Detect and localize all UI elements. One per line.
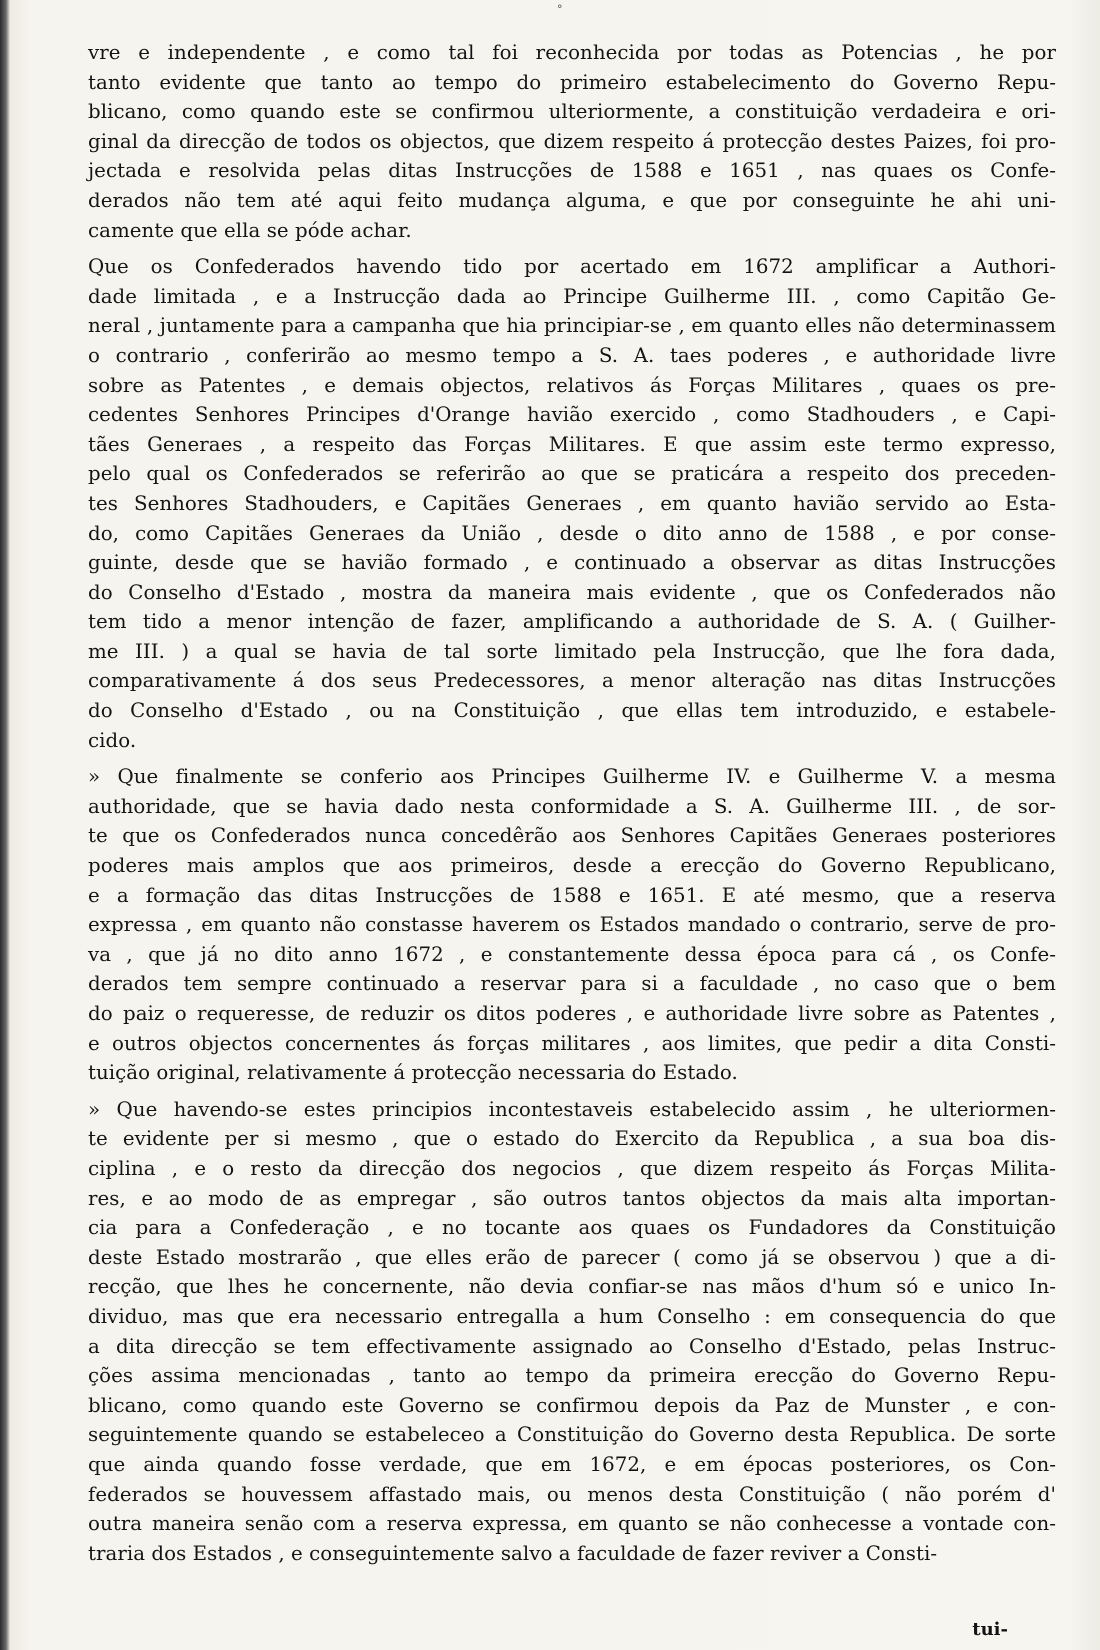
text-line: e outros objectos concernentes ás forças militares , aos limites, que pedir a dita Consti- [88, 1031, 1056, 1055]
text-line: a dita direcção se tem effectivamente assignado ao Conselho d'Estado, pelas Instruc- [88, 1334, 1056, 1358]
paragraph [88, 1095, 1056, 1569]
text-line: que ainda quando fosse verdade, que em 1672, e em épocas posteriores, os Con- [88, 1452, 1056, 1476]
text-line: tem tido a menor intenção de fazer, amplificando a authoridade de S. A. ( Guilher- [88, 610, 1056, 634]
text-line: vre e independente , e como tal foi reconhecida por todas as Potencias , he por [88, 41, 1056, 64]
text-line: blicano, como quando este Governo se confirmou depois da Paz de Munster , e con- [88, 1393, 1056, 1417]
text-line: o contrario , conferirão ao mesmo tempo a S. A. taes poderes , e authoridade livre [88, 343, 1056, 367]
text-line: sobre as Patentes , e demais objectos, relativos ás Forças Militares , quaes os pre- [88, 373, 1056, 397]
text-line: e a formação das ditas Instrucções de 1588 e 1651. E até mesmo, que a reserva [88, 883, 1056, 907]
text-line: tes Senhores Stadhouders, e Capitães Generaes , em quanto havião servido ao Esta- [88, 491, 1056, 515]
text-line: derados não tem até aqui feito mudança alguma, e que por conseguinte he ahi uni- [88, 188, 1056, 212]
text-line: jectada e resolvida pelas ditas Instrucções de 1588 e 1651 , nas quaes os Confe- [88, 159, 1056, 183]
text-line: tuição original, relativamente á protecção necessaria do Estado. [88, 1061, 738, 1085]
text-line: Que os Confederados havendo tido por acertado em 1672 amplificar a Authori- [88, 255, 1056, 279]
text-line: pelo qual os Confederados se referirão ao que se praticára a respeito dos preceden- [88, 462, 1056, 486]
text-line: cido. [88, 728, 137, 752]
text-line: derados tem sempre continuado a reservar para si a faculdade , no caso que o bem [88, 972, 1056, 996]
text-line: va , que já no dito anno 1672 , e constantemente dessa época para cá , os Confe- [88, 942, 1056, 966]
paragraph [88, 38, 1056, 245]
text-line: guinte, desde que se havião formado , e continuado a observar as ditas Instrucções [88, 551, 1056, 575]
text-line: expressa , em quanto não constasse haverem os Estados mandado o contrario, serve de pro- [88, 913, 1056, 937]
text-line: federados se houvessem affastado mais, ou menos desta Constituição ( não porém d' [88, 1482, 1056, 1506]
text-line: cedentes Senhores Principes d'Orange havião exercido , como Stadhouders , e Capi- [88, 403, 1056, 427]
text-line: te que os Confederados nunca concedêrão aos Senhores Capitães Generaes posteriores [88, 824, 1056, 848]
text-line: ginal da direcção de todos os objectos, que dizem respeito á protecção destes Paizes, foi pro- [88, 129, 1056, 153]
text-line: comparativamente á dos seus Predecessores, a menor alteração nas ditas Instrucções [88, 669, 1056, 693]
text-line: poderes mais amplos que aos primeiros, desde a erecção do Governo Republicano, [88, 854, 1056, 878]
paragraph [88, 252, 1056, 755]
text-line: cia para a Confederação , e no tocante aos quaes os Fundadores da Constituição [88, 1216, 1056, 1240]
text-line: » Que finalmente se conferio aos Principes Guilherme IV. e Guilherme V. a mesma [88, 765, 1056, 789]
text-line: me III. ) a qual se havia de tal sorte limitado pela Instrucção, que lhe fora dada, [88, 639, 1056, 663]
text-line: te evidente per si mesmo , que o estado do Exercito da Republica , a sua boa dis- [88, 1127, 1056, 1151]
text-line: authoridade, que se havia dado nesta conformidade a S. A. Guilherme III. , de sor- [88, 794, 1056, 818]
text-line: dividuo, mas que era necessario entregalla a hum Conselho : em consequencia do que [88, 1304, 1056, 1328]
text-line: do paiz o requeresse, de reduzir os ditos poderes , e authoridade livre sobre as Patentes , [88, 1002, 1056, 1025]
text-line: dade limitada , e a Instrucção dada ao Principe Guilherme III. , como Capitão Ge- [88, 284, 1056, 308]
text-line: ciplina , e o resto da direcção dos negocios , que dizem respeito ás Forças Milita- [88, 1156, 1056, 1180]
text-line: ções assima mencionadas , tanto ao tempo da primeira erecção do Governo Repu- [88, 1364, 1056, 1388]
text-line: recção, que lhes he concernente, não devia confiar-se nas mãos d'hum só e unico In- [88, 1275, 1056, 1299]
text-line: neral , juntamente para a campanha que hia principiar-se , em quanto elles não determinassem [88, 314, 1056, 338]
text-line: do Conselho d'Estado , ou na Constituição , que ellas tem introduzido, e estabele- [88, 699, 1056, 723]
text-line: camente que ella se póde achar. [88, 218, 412, 242]
text-line: traria dos Estados , e conseguintemente salvo a faculdade de fazer reviver a Consti- [88, 1541, 938, 1565]
document-body [88, 38, 1056, 1568]
text-line: res, e ao modo de as empregar , são outros tantos objectos da mais alta importan- [88, 1186, 1056, 1210]
page-binding-shadow [0, 0, 10, 1650]
text-line: do, como Capitães Generaes da União , desde o dito anno de 1588 , e por conse- [88, 521, 1056, 545]
text-line: deste Estado mostrarão , que elles erão de parecer ( como já se observou ) que a di- [88, 1245, 1056, 1269]
text-line: outra maneira senão com a reserva expressa, em quanto se não conhecesse a vontade con- [88, 1512, 1056, 1536]
text-line: tanto evidente que tanto ao tempo do primeiro estabelecimento do Governo Repu- [88, 70, 1056, 94]
text-line: seguintemente quando se estabeleceo a Constituição do Governo desta Republica. De sorte [88, 1423, 1056, 1447]
text-line: » Que havendo-se estes principios incontestaveis estabelecido assim , he ulteriormen- [88, 1097, 1056, 1121]
text-line: tães Generaes , a respeito das Forças Militares. E que assim este termo expresso, [88, 432, 1056, 456]
text-line: do Conselho d'Estado , mostra da maneira mais evidente , que os Confederados não [88, 580, 1056, 604]
paragraph [88, 762, 1056, 1088]
catchword: tui- [972, 1619, 1008, 1640]
text-line: blicano, como quando este se confirmou ulteriormente, a constituição verdadeira e ori- [88, 100, 1056, 124]
page-speck: ° [557, 3, 563, 16]
